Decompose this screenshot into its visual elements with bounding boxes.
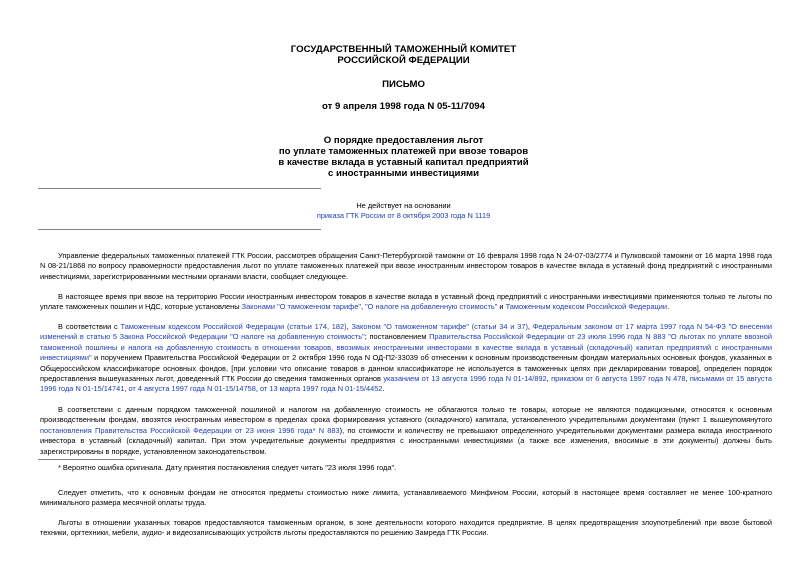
document-title-line-1: О порядке предоставления льгот xyxy=(323,135,484,146)
link-letter-14758[interactable]: от 4 августа 1997 года N 01-15/14758 xyxy=(128,384,256,394)
divider-status xyxy=(38,229,321,230)
status-link[interactable]: приказа ГТК России от 8 октября 2003 года N 1119 xyxy=(316,211,491,220)
link-resolution-883[interactable]: Правительства Российской Федерации от 23 июля 1996 года N 883 "О льготах по уплате ввозной таможенной пошлины и налога на добавленную стоимость в отношении товаров, ввозимых иностранными инвесторами в качестве вклада в уставный (складочный) капитал предприятий с иностранными инвестициями" xyxy=(40,332,773,363)
link-customs-code[interactable]: Таможенным кодексом Российской Федерации xyxy=(505,302,668,312)
document-title-line-2: по уплате таможенных платежей при ввозе товаров xyxy=(278,146,529,157)
paragraph-3: В соответствии с Таможенным кодексом Российской Федерации (статьи 174, 182), Законом "О таможенном тарифе" (статьи 34 и 37), Федеральным законом от 17 марта 1997 года N 54-ФЗ "О внесении изменений в статью 5 Закона Российской Федерации "О налоге на добавленную стоимость"; постановлением Правительства Российской Федерации от 23 июля 1996 года N 883 "О льготах по уплате ввозной таможенной пошлины и налога на добавленную стоимость в отношении товаров, ввозимых иностранными инвесторами в качестве вклада в уставный (складочный) капитал предприятий с иностранными инвестициями" и поручением Правительства Российской Федерации от 2 октября 1996 года N ОД-П2-33039 об отнесении к основным производственным фондам материальных основных фондов, указанных в Общероссийском классификаторе основных фондов, [при условии что описание товаров в данном классификаторе не используется в таможенных целях при декларировании товаров], определен порядок предоставления вышеуказанных льгот, доведенный ГТК России до сведения таможенных органов указанием от 13 августа 1996 года N 01-14/892, приказом от 6 августа 1997 года N 478, письмами от 15 августа 1996 года N 01-15/14741, от 4 августа 1997 года N 01-15/14758, от 13 марта 1997 года N 01-15/4452. xyxy=(40,322,773,394)
status-text: Не действует на основании xyxy=(356,201,451,210)
link-customs-code-2[interactable]: Таможенным кодексом Российской Федерации xyxy=(120,322,285,331)
link-letter-4452[interactable]: от 13 марта 1997 года N 01-15/4452 xyxy=(259,384,383,394)
paragraph-1: Управление федеральных таможенных платежей ГТК России, рассмотрев обращения Санкт-Петербургской таможни от 16 февраля 1998 года N 24-07-03/2774 и Пулковской таможни от 16 марта 1998 года N 08-21/1868 по вопросу правомерности предоставления льгот по уплате таможенных платежей при ввозе иностранным инвестором товаров в качестве вклада в уставный фонд предприятий с иностранными инвестициями, зарегистрированными местными органами власти, сообщает следующее. xyxy=(40,251,772,281)
link-articles-174-182[interactable]: (статьи 174, 182) xyxy=(287,322,347,331)
footnote-divider xyxy=(38,459,134,460)
divider-top xyxy=(38,188,321,189)
link-law-customs-tariff[interactable]: Законами "О таможенном тарифе" xyxy=(241,302,361,312)
link-articles-34-37[interactable]: (статьи 34 и 37) xyxy=(471,322,528,331)
footnote: * Вероятно ошибка оригинала. Дату принятия постановления следует читать "23 июля 1996 года". xyxy=(58,463,397,472)
link-order-478[interactable]: приказом от 6 августа 1997 года N 478 xyxy=(551,374,686,384)
document-title-line-3: в качестве вклада в уставный капитал предприятий xyxy=(278,157,529,168)
issuer-line-1: ГОСУДАРСТВЕННЫЙ ТАМОЖЕННЫЙ КОМИТЕТ xyxy=(290,44,517,55)
document-type: ПИСЬМО xyxy=(382,79,425,90)
paragraph-2: В настоящее время при ввозе на территорию России иностранным инвестором товаров в качестве вклада в уставный фонд предприятий с иностранными инвестициями применяются только те льготы по уплате таможенных пошлин и НДС, которые установлены Законами "О таможенном тарифе", "О налоге на добавленную стоимость" и Таможенным кодексом Российской Федерации. xyxy=(40,292,772,312)
link-law-customs-tariff-2[interactable]: Законом "О таможенном тарифе" xyxy=(351,322,469,331)
issuer-line-2: РОССИЙСКОЙ ФЕДЕРАЦИИ xyxy=(337,55,470,66)
link-letter-14741[interactable]: письмами от 15 августа 1996 года N 01-15/14741 xyxy=(40,374,773,394)
link-law-vat[interactable]: "О налоге на добавленную стоимость" xyxy=(365,302,498,312)
paragraph-4: В соответствии с данным порядком таможенной пошлиной и налогом на добавленную стоимость не облагаются только те товары, которые не являются подакцизными, относятся к основным производственным фондам, ввозятся иностранным инвестором в пределах срока формирования уставного (складочного) капитала, установленного учредительными документами (пункт 1 вышеупомянутого постановления Правительства Российской Федерации от 23 июня 1996 года* N 883), по стоимости и количеству не превышают определенного учредительными документами размера вклада иностранного инвестора в уставный (складочный) капитал. При этом учредительные документы предприятия с иностранными инвестициями (а также все изменения, вносимые в эти документы) должны быть зарегистрированы в порядке, установленном законодательством. xyxy=(40,405,773,456)
paragraph-6: Льготы в отношении указанных товаров предоставляются таможенным органом, в зоне деятельности которого находится предприятие. В целях предотвращения злоупотреблений при ввозе бытовой техники, оргтехники, мебели, аудио- и видеозаписывающих устройств льготы предоставляются по решению Замреда ГТК России. xyxy=(40,518,772,538)
document-title-line-4: с иностранными инвестициями xyxy=(327,168,480,179)
link-instruction-892[interactable]: указанием от 13 августа 1996 года N 01-14/892 xyxy=(383,374,547,384)
document-date-number: от 9 апреля 1998 года N 05-11/7094 xyxy=(322,101,485,112)
paragraph-5: Следует отметить, что к основным фондам не относятся предметы стоимостью ниже лимита, устанавливаемого Минфином России, который в настоящее время составляет не менее 100-кратного минимального размера месячной оплаты труда. xyxy=(40,488,772,508)
link-federal-law-54fz[interactable]: Федеральным законом от 17 марта 1997 года N 54-ФЗ "О внесении изменений в статью 5 Закона Российской Федерации "О налоге на добавленную стоимость" xyxy=(40,322,773,342)
link-resolution-883-2[interactable]: постановления Правительства Российской Федерации от 23 июня 1996 года* N 883 xyxy=(40,425,340,435)
